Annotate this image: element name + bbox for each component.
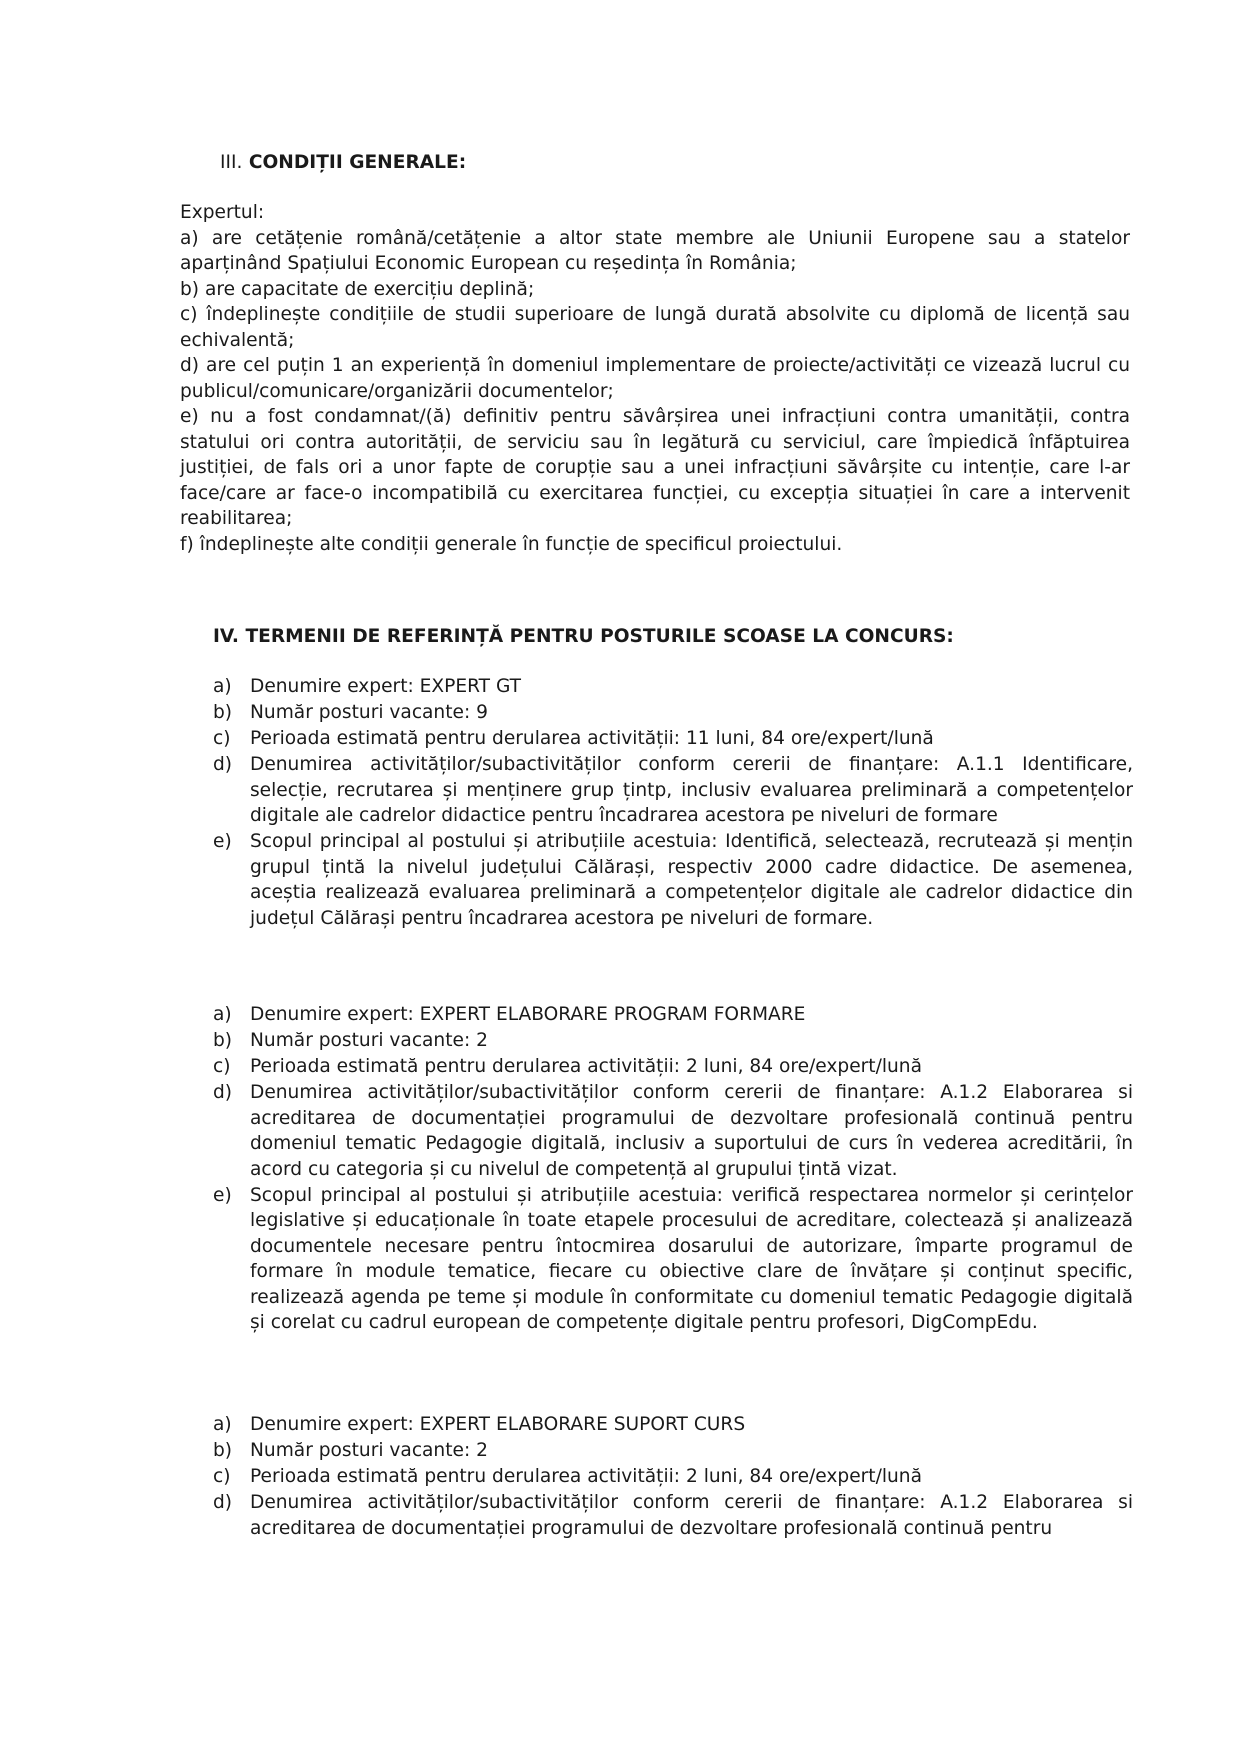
list-item bbox=[213, 1080, 1133, 1182]
item-label: c) bbox=[213, 728, 231, 749]
item-text: Perioada estimată pentru derularea activității: 11 luni, 84 ore/expert/lună bbox=[250, 728, 934, 749]
section-3-body bbox=[180, 200, 1130, 557]
condition-d: d) are cel puțin 1 an experiență în domeniul implementare de proiecte/activități ce vizează lucrul cu publicul/comunicare/organizării documentelor; bbox=[180, 355, 1130, 402]
item-text: Denumirea activităților/subactivităților conform cererii de finanțare: A.1.2 Elaborarea si acreditarea de documentației programului de dezvoltare profesională continuă pentru bbox=[250, 1492, 1133, 1539]
list-item bbox=[213, 1464, 1133, 1490]
terms-list-expert-suport-curs bbox=[213, 1412, 1133, 1542]
section-3-number: III. bbox=[220, 152, 243, 173]
item-label: d) bbox=[213, 754, 233, 775]
item-label: a) bbox=[213, 1004, 232, 1025]
item-text: Denumirea activităților/subactivităților conform cererii de finanțare: A.1.1 Identificare, selecție, recrutarea și menținere grup țintp, inclusiv evaluarea preliminară a competențelor digitale ale cadrelor didactice pentru încadrarea acestora pe niveluri de formare bbox=[250, 754, 1133, 826]
condition-f: f) îndeplinește alte condiții generale în funcție de specificul proiectului. bbox=[180, 533, 843, 555]
condition-e: e) nu a fost condamnat/(ă) definitiv pentru săvârșirea unei infracțiuni contra umanității, contra statului ori contra autorității, de serviciu sau în legătură cu serviciul, care împiedică înfăptuirea justiției, de fals ori a unor fapte de corupție sau a unei infracțiuni săvârșite cu intenție, care l-ar face/care ar face-o incompatibilă cu exercitarea funcției, cu excepția situației în care a intervenit reabilitarea; bbox=[180, 406, 1130, 529]
item-label: a) bbox=[213, 1414, 232, 1435]
item-label: b) bbox=[213, 1030, 233, 1051]
item-text: Perioada estimată pentru derularea activității: 2 luni, 84 ore/expert/lună bbox=[250, 1466, 922, 1487]
section-3-title: CONDIȚII GENERALE: bbox=[248, 152, 467, 173]
condition-a: a) are cetățenie română/cetățenie a altor state membre ale Uniunii Europene sau a statelor aparținând Spațiului Economic European cu reședința în România; bbox=[180, 227, 1130, 274]
list-item bbox=[213, 1028, 1133, 1054]
item-label: b) bbox=[213, 702, 233, 723]
list-item bbox=[213, 726, 1133, 752]
list-item bbox=[213, 700, 1133, 726]
item-text: Scopul principal al postului și atribuțiile acestuia: verifică respectarea normelor și cerințelor legislative și educaționale în toate etapele procesului de acreditare, colectează și analizează documentele necesare pentru întocmirea dosarului de autorizare, împarte programul de formare în module tematice, fiecare cu obiective clare de învățare și conținut specific, realizează agenda pe teme și module în conformitate cu domeniul tematic Pedagogie digitală și corelat cu cadrul european de competențe digitale pentru profesori, DigCompEdu. bbox=[250, 1184, 1133, 1333]
list-item bbox=[213, 1412, 1133, 1438]
list-item bbox=[213, 674, 1133, 700]
item-label: c) bbox=[213, 1056, 231, 1077]
section-4-heading bbox=[213, 624, 954, 650]
section-4-number: IV. bbox=[213, 626, 239, 647]
item-text: Denumire expert: EXPERT GT bbox=[250, 676, 522, 697]
item-text: Număr posturi vacante: 2 bbox=[250, 1440, 488, 1461]
item-text: Denumire expert: EXPERT ELABORARE SUPORT CURS bbox=[250, 1414, 746, 1435]
section-4-title: TERMENII DE REFERINȚĂ PENTRU POSTURILE SCOASE LA CONCURS: bbox=[245, 626, 954, 647]
list-item bbox=[213, 1183, 1133, 1336]
item-text: Perioada estimată pentru derularea activității: 2 luni, 84 ore/expert/lună bbox=[250, 1056, 922, 1077]
list-item bbox=[213, 1054, 1133, 1080]
item-text: Număr posturi vacante: 9 bbox=[250, 702, 488, 723]
list-item bbox=[213, 1438, 1133, 1464]
item-text: Scopul principal al postului și atribuțiile acestuia: Identifică, selectează, recrutează și mențin grupul țintă la nivelul județului Călărași, respectiv 2000 cadre didactice. De asemenea, aceștia realizează evaluarea preliminară a competențelor digitale ale cadrelor didactice din județul Călărași pentru încadrarea acestora pe niveluri de formare. bbox=[250, 831, 1133, 929]
item-text: Denumirea activităților/subactivităților conform cererii de finanțare: A.1.2 Elaborarea si acreditarea de documentației programului de dezvoltare profesională continuă pentru domeniul tematic Pedagogie digitală, inclusiv a suportului de curs în vederea acreditării, în acord cu categoria și cu nivelul de competență al grupului țintă vizat. bbox=[250, 1082, 1133, 1180]
section-3-heading bbox=[220, 150, 466, 176]
item-text: Număr posturi vacante: 2 bbox=[250, 1030, 488, 1051]
list-item bbox=[213, 1490, 1133, 1541]
item-label: b) bbox=[213, 1440, 233, 1461]
list-item bbox=[213, 1002, 1133, 1028]
item-text: Denumire expert: EXPERT ELABORARE PROGRAM FORMARE bbox=[250, 1004, 806, 1025]
item-label: d) bbox=[213, 1082, 233, 1103]
list-item bbox=[213, 752, 1133, 829]
terms-list-expert-program-formare bbox=[213, 1002, 1133, 1336]
item-label: a) bbox=[213, 676, 232, 697]
section-3-intro: Expertul: bbox=[180, 202, 265, 223]
list-item bbox=[213, 829, 1133, 931]
item-label: e) bbox=[213, 1184, 232, 1206]
item-label: d) bbox=[213, 1492, 233, 1513]
terms-list-expert-gt bbox=[213, 674, 1133, 932]
item-label: c) bbox=[213, 1466, 231, 1487]
item-label: e) bbox=[213, 831, 232, 852]
condition-b: b) are capacitate de exercițiu deplină; bbox=[180, 278, 535, 300]
condition-c: c) îndeplinește condițiile de studii superioare de lungă durată absolvite cu diplomă de licență sau echivalentă; bbox=[180, 304, 1130, 351]
